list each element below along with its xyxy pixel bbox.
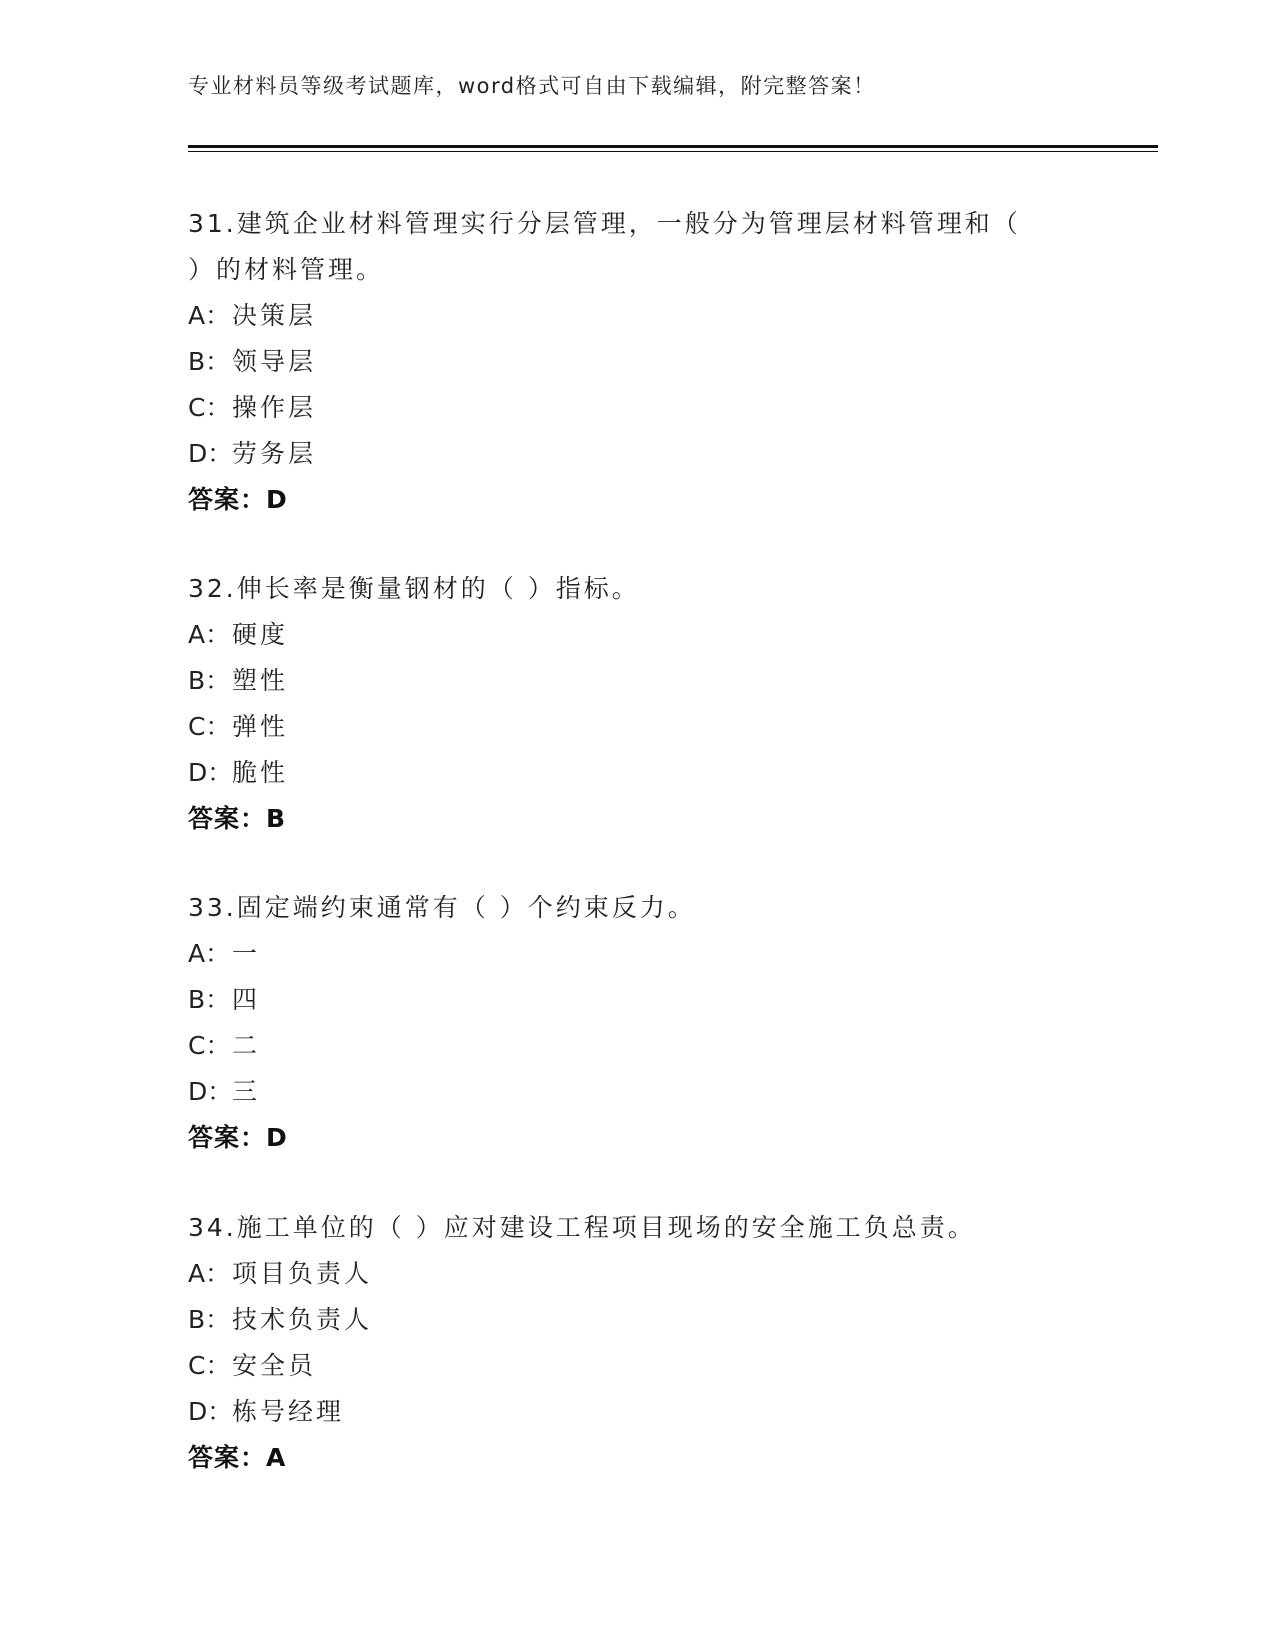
option-letter: D： <box>188 1077 233 1106</box>
option-text: 塑性 <box>232 666 289 695</box>
option-b <box>188 1297 1088 1343</box>
option-text: 操作层 <box>232 393 317 422</box>
option-b <box>188 658 1088 704</box>
option-text: 硬度 <box>232 620 289 649</box>
option-d <box>188 1389 1088 1435</box>
option-text: 一 <box>232 939 261 968</box>
header-divider-thick <box>188 145 1158 148</box>
question-stem: 31.建筑企业材料管理实行分层管理，一般分为管理层材料管理和（ <box>188 209 1021 238</box>
option-c <box>188 1343 1088 1389</box>
option-letter: C： <box>188 712 231 741</box>
option-text: 劳务层 <box>232 439 317 468</box>
answer: 答案：B <box>188 804 287 833</box>
option-a <box>188 931 1088 977</box>
question-31 <box>188 201 1088 523</box>
option-letter: B： <box>188 666 231 695</box>
option-letter: D： <box>188 1397 233 1426</box>
question-stem: 34.施工单位的（ ）应对建设工程项目现场的安全施工负总责。 <box>188 1213 976 1242</box>
option-a <box>188 1251 1088 1297</box>
option-letter: B： <box>188 347 231 376</box>
option-b <box>188 339 1088 385</box>
option-text: 技术负责人 <box>232 1305 373 1334</box>
option-letter: B： <box>188 1305 231 1334</box>
option-c <box>188 1023 1088 1069</box>
option-letter: A： <box>188 1259 231 1288</box>
question-stem: 33.固定端约束通常有（ ）个约束反力。 <box>188 893 696 922</box>
question-stem-continued: ）的材料管理。 <box>188 255 385 284</box>
option-text: 二 <box>232 1031 261 1060</box>
option-c <box>188 385 1088 431</box>
option-letter: C： <box>188 1351 231 1380</box>
option-text: 栋号经理 <box>232 1397 345 1426</box>
option-text: 四 <box>232 985 261 1014</box>
option-letter: C： <box>188 393 231 422</box>
option-letter: D： <box>188 439 233 468</box>
option-c <box>188 704 1088 750</box>
answer: 答案：D <box>188 485 288 514</box>
option-text: 弹性 <box>232 712 289 741</box>
option-letter: D： <box>188 758 233 787</box>
option-d <box>188 431 1088 477</box>
option-letter: A： <box>188 301 231 330</box>
question-32 <box>188 566 1088 842</box>
option-text: 三 <box>232 1077 261 1106</box>
option-text: 脆性 <box>232 758 289 787</box>
option-letter: A： <box>188 939 231 968</box>
option-text: 项目负责人 <box>232 1259 373 1288</box>
question-33 <box>188 885 1088 1161</box>
question-34 <box>188 1205 1088 1481</box>
answer: 答案：A <box>188 1443 287 1472</box>
option-b <box>188 977 1088 1023</box>
question-stem: 32.伸长率是衡量钢材的（ ）指标。 <box>188 574 640 603</box>
option-a <box>188 612 1088 658</box>
option-letter: C： <box>188 1031 231 1060</box>
answer: 答案：D <box>188 1123 288 1152</box>
option-text: 领导层 <box>232 347 317 376</box>
option-d <box>188 1069 1088 1115</box>
option-letter: A： <box>188 620 231 649</box>
option-text: 安全员 <box>232 1351 317 1380</box>
option-a <box>188 293 1088 339</box>
option-letter: B： <box>188 985 231 1014</box>
header-divider-thin <box>188 151 1158 152</box>
page-header: 专业材料员等级考试题库，word格式可自由下载编辑，附完整答案！ <box>188 74 876 98</box>
option-text: 决策层 <box>232 301 317 330</box>
option-d <box>188 750 1088 796</box>
